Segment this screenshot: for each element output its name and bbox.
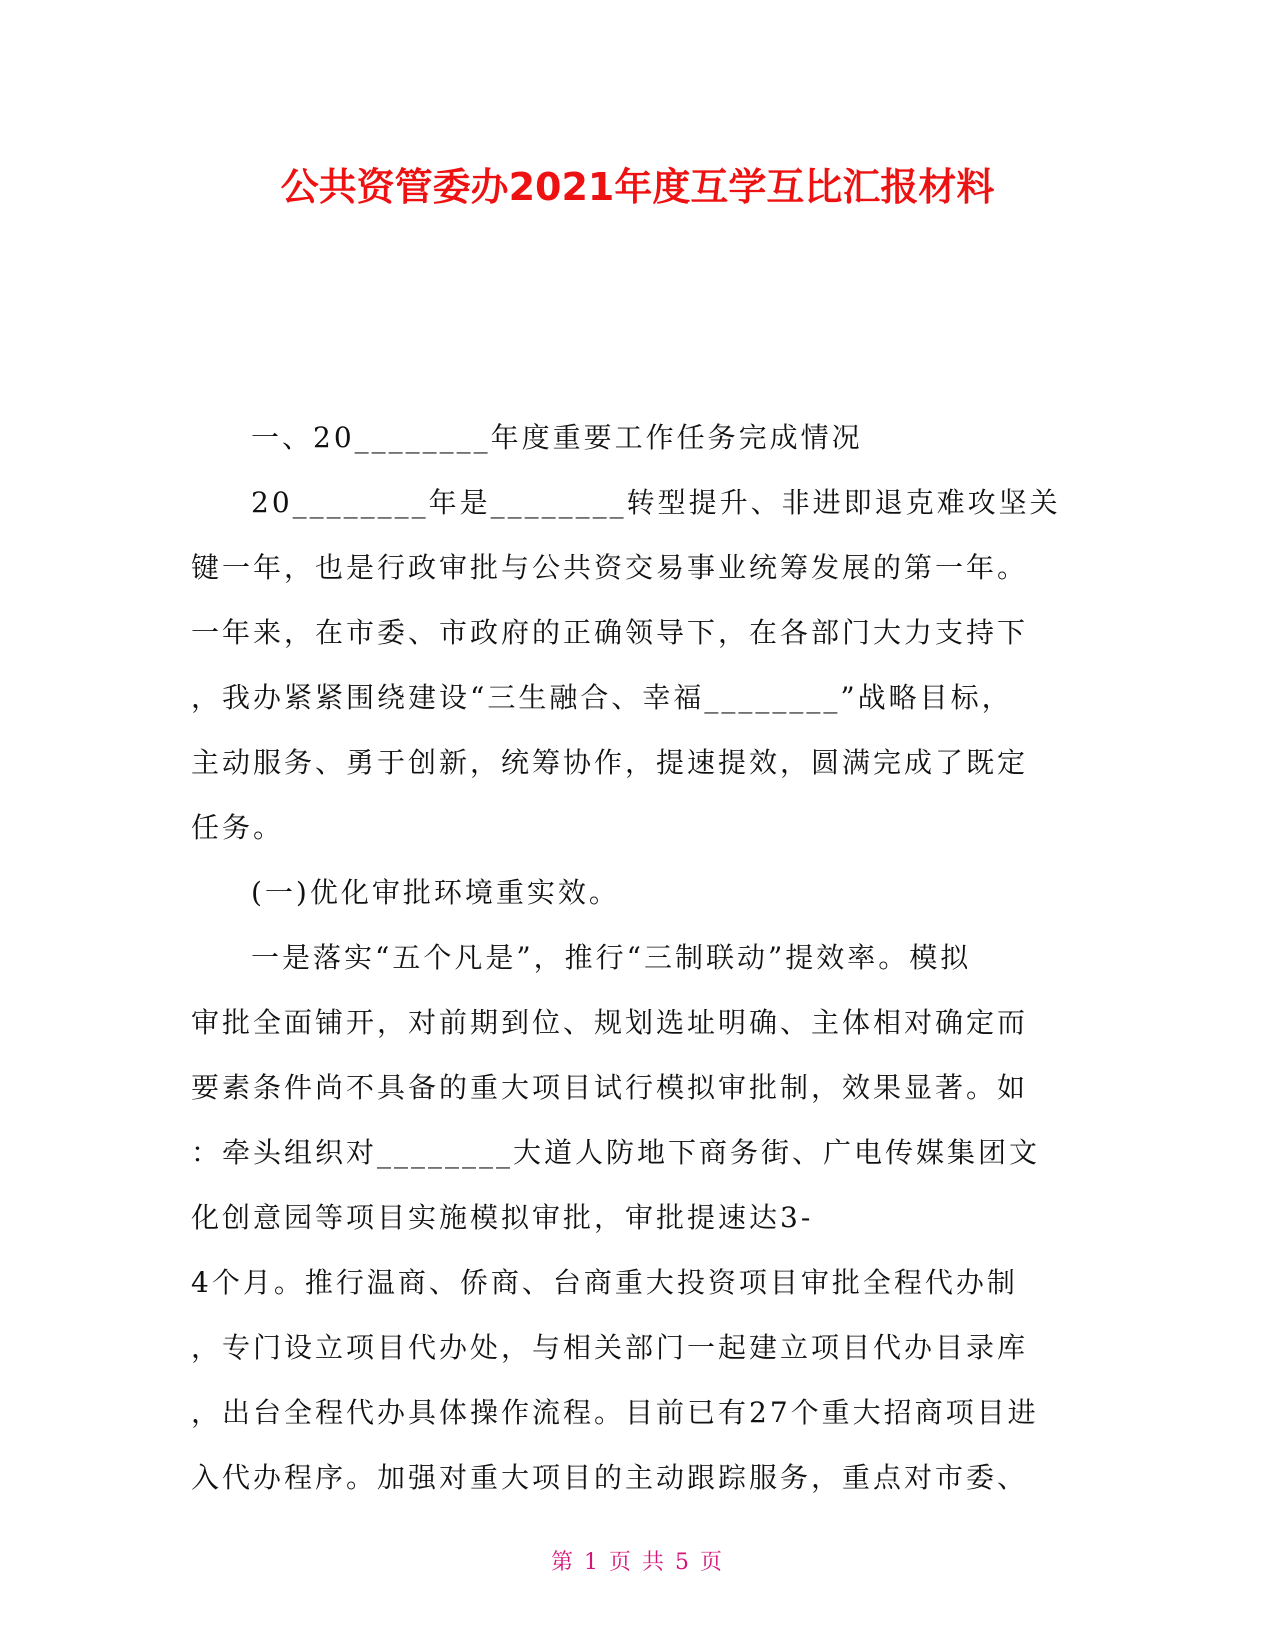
paragraph-line: 主动服务、勇于创新，统筹协作，提速提效，圆满完成了既定 <box>191 746 1029 779</box>
paragraph-line: ，我办紧紧围绕建设“三生融合、幸福________”战略目标， <box>191 681 1013 714</box>
paragraph-line: ：牵头组织对________大道人防地下商务街、广电传媒集团文 <box>191 1136 1041 1169</box>
paragraph-line: 20________年是________转型提升、非进即退克难攻坚关 <box>251 486 1061 519</box>
paragraph-line: 入代办程序。加强对重大项目的主动跟踪服务，重点对市委、 <box>191 1461 1029 1494</box>
page-footer: 第 1 页 共 5 页 <box>551 1550 724 1575</box>
paragraph-line: ，出台全程代办具体操作流程。目前已有27个重大招商项目进 <box>191 1396 1039 1429</box>
paragraph-line: 要素条件尚不具备的重大项目试行模拟审批制，效果显著。如 <box>191 1071 1029 1104</box>
paragraph-line: ，专门设立项目代办处，与相关部门一起建立项目代办目录库 <box>191 1331 1029 1364</box>
paragraph-line: 4个月。推行温商、侨商、台商重大投资项目审批全程代办制 <box>191 1266 1018 1299</box>
document-body <box>191 405 1091 1510</box>
paragraph-line: 一是落实“五个凡是”，推行“三制联动”提效率。模拟 <box>251 941 972 974</box>
paragraph-line: 审批全面铺开，对前期到位、规划选址明确、主体相对确定而 <box>191 1006 1029 1039</box>
paragraph-line: 化创意园等项目实施模拟审批，审批提速达3- <box>191 1201 814 1234</box>
subsection-heading: (一)优化审批环境重实效。 <box>251 876 620 909</box>
paragraph-line: 任务。 <box>191 811 285 844</box>
paragraph-line: 键一年，也是行政审批与公共资交易事业统筹发展的第一年。 <box>191 551 1029 584</box>
paragraph-line: 一年来，在市委、市政府的正确领导下，在各部门大力支持下 <box>191 616 1029 649</box>
section-heading: 一、20________年度重要工作任务完成情况 <box>251 421 863 454</box>
document-title: 公共资管委办2021年度互学互比汇报材料 <box>280 165 995 209</box>
